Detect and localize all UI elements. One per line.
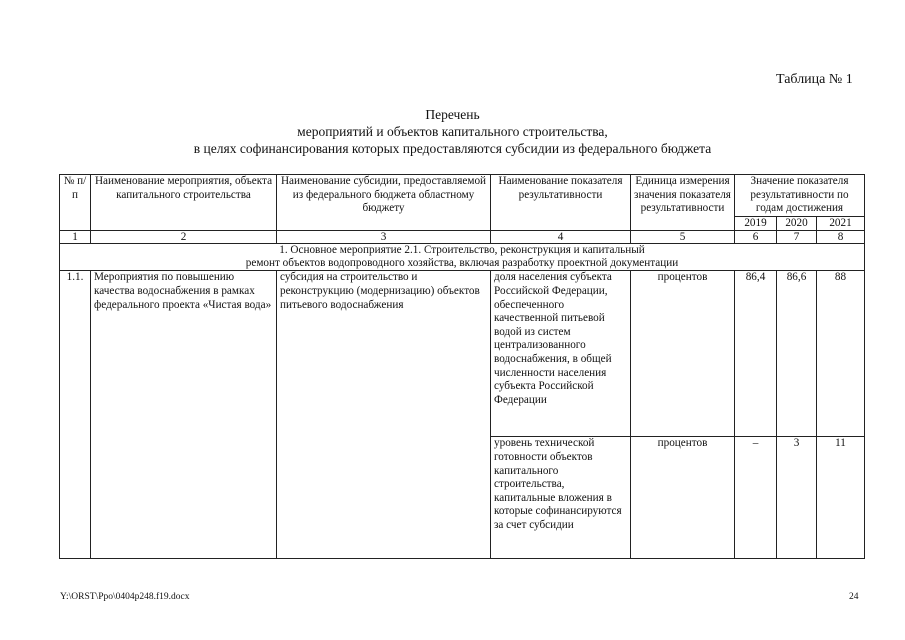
document-title: Перечень xyxy=(425,107,480,122)
page-number: 24 xyxy=(849,592,859,602)
section-row xyxy=(60,244,865,271)
header-year-2019: 2019 xyxy=(735,216,777,231)
header-num: № п/п xyxy=(60,175,91,231)
row-value-2019: 86,4 xyxy=(735,271,777,437)
row-event: Мероприятия по повышению качества водоснабжения в рамках федерального проекта «Чистая вода» xyxy=(91,271,277,559)
header-subsidy-name: Наименование субсидии, предоставляемой из федерального бюджета областному бюджету xyxy=(277,175,491,231)
measures-table xyxy=(59,174,865,559)
column-number: 5 xyxy=(631,231,735,244)
table-row xyxy=(60,271,865,437)
row-indicator: доля населения субъекта Российской Федерации, обеспеченного качественной питьевой водой из систем централизованного водоснабжения, в общей численности населения субъекта Российской Федерации xyxy=(491,271,631,437)
row-indicator: уровень технической готовности объектов капитального строительства, капитальные вложения в которые софинансируются за счет субсидии xyxy=(491,437,631,559)
row-subsidy: субсидия на строительство и реконструкцию (модернизацию) объектов питьевого водоснабжения xyxy=(277,271,491,559)
row-value-2020: 86,6 xyxy=(777,271,817,437)
header-row xyxy=(60,175,865,217)
row-value-2019: – xyxy=(735,437,777,559)
header-indicator-name: Наименование показателя результативности xyxy=(491,175,631,231)
row-value-2021: 11 xyxy=(817,437,865,559)
column-number: 1 xyxy=(60,231,91,244)
row-value-2020: 3 xyxy=(777,437,817,559)
column-number: 2 xyxy=(91,231,277,244)
header-year-2020: 2020 xyxy=(777,216,817,231)
header-value-group: Значение показателя результативности по годам достижения xyxy=(735,175,865,217)
column-number: 8 xyxy=(817,231,865,244)
document-subtitle-line-1: мероприятий и объектов капитального строительства, xyxy=(297,124,608,139)
file-path: Y:\ORST\Ppo\0404p248.f19.docx xyxy=(60,592,190,602)
table-label: Таблица № 1 xyxy=(776,72,853,87)
column-number: 4 xyxy=(491,231,631,244)
column-number: 6 xyxy=(735,231,777,244)
column-number: 3 xyxy=(277,231,491,244)
column-number: 7 xyxy=(777,231,817,244)
section-heading xyxy=(60,244,865,271)
column-number-row xyxy=(60,231,865,244)
section-heading-line-2: ремонт объектов водопроводного хозяйства, включая разработку проектной документации xyxy=(245,257,679,270)
header-event-name: Наименование мероприятия, объекта капитального строительства xyxy=(91,175,277,231)
section-heading-line-1: 1. Основное мероприятие 2.1. Строительство, реконструкция и капитальный xyxy=(279,244,645,257)
row-value-2021: 88 xyxy=(817,271,865,437)
row-unit: процентов xyxy=(631,271,735,437)
document-subtitle-line-2: в целях софинансирования которых предоставляются субсидии из федерального бюджета xyxy=(193,141,712,156)
row-unit: процентов xyxy=(631,437,735,559)
header-year-2021: 2021 xyxy=(817,216,865,231)
header-unit: Единица измерения значения показателя результативности xyxy=(631,175,735,231)
row-num: 1.1. xyxy=(60,271,91,559)
